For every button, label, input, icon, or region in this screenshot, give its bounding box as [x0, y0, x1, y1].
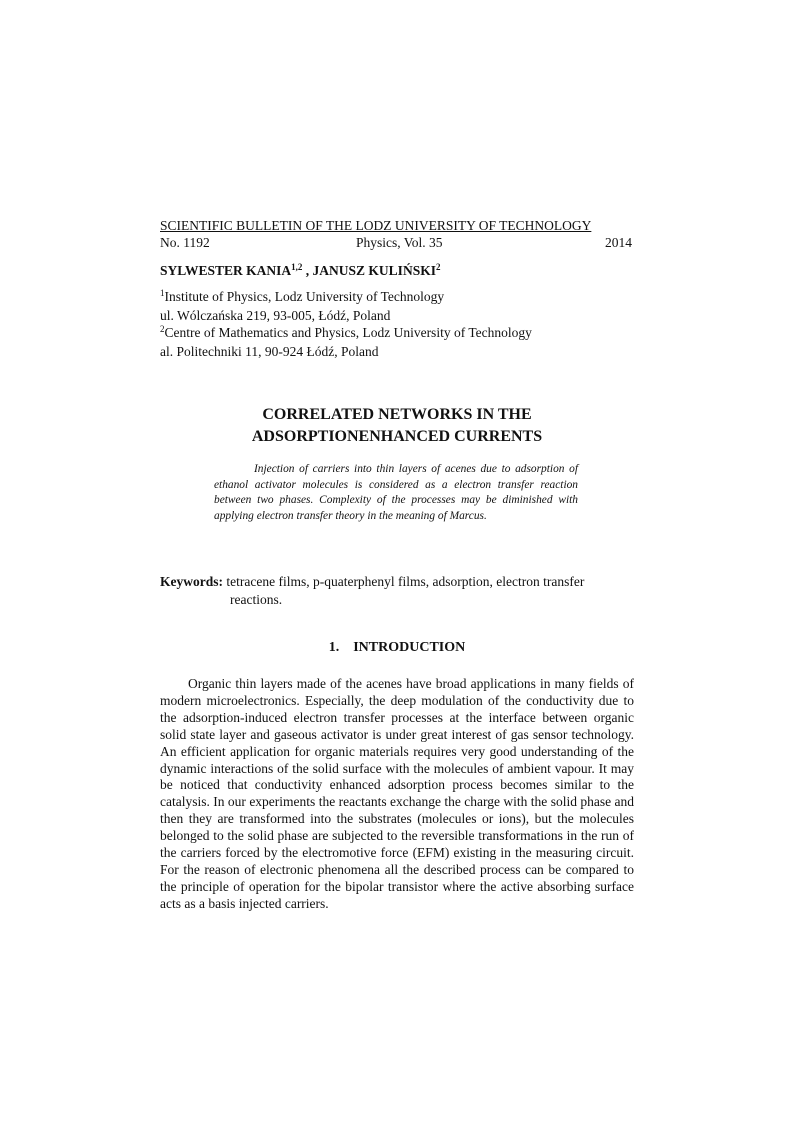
section-number: 1.: [328, 640, 340, 655]
issue-year: 2014: [605, 235, 632, 250]
affiliation-line: [160, 288, 444, 307]
introduction-body: [160, 676, 634, 913]
section-heading: [160, 640, 634, 656]
keywords-line: [160, 573, 632, 609]
abstract: [214, 462, 578, 524]
author-list: [160, 263, 440, 279]
issue-volume: Physics, Vol. 35: [356, 235, 443, 250]
author-separator: ,: [302, 263, 313, 278]
paper-title-line: ADSORPTIONENHANCED CURRENTS: [251, 428, 543, 445]
affiliation-institution: Centre of Mathematics and Physics, Lodz University of Technology: [164, 325, 532, 340]
affiliation: [160, 288, 444, 325]
author-affiliation-marker: 1,2: [291, 262, 303, 272]
keywords-text: tetracene films, p-quaterphenyl films, adsorption, electron transfer reactions.: [226, 574, 585, 607]
abstract-text: Injection of carriers into thin layers of acenes due to adsorption of ethanol activator molecules is considered as a electron transfer reaction between two phases. Complexity of the processes may be diminished with applying electron transfer theory in the meaning of Marcus.: [214, 463, 578, 522]
affiliation-line: [160, 324, 532, 343]
author-name: SYLWESTER KANIA: [160, 263, 292, 278]
affiliation: [160, 324, 532, 361]
affiliation-address: al. Politechniki 11, 90-924 Łódź, Poland: [160, 344, 379, 359]
paper-title: [160, 404, 634, 448]
keywords: [160, 573, 632, 609]
affiliation-address: ul. Wólczańska 219, 93-005, Łódź, Poland: [160, 308, 391, 323]
issue-number: No. 1192: [160, 235, 210, 250]
affiliation-marker: 2: [160, 324, 165, 334]
affiliation-marker: 1: [160, 288, 165, 298]
affiliation-institution: Institute of Physics, Lodz University of Technology: [164, 289, 445, 304]
paper-title-line: CORRELATED NETWORKS IN THE: [262, 406, 532, 423]
keywords-label: Keywords:: [160, 574, 223, 589]
author-affiliation-marker: 2: [435, 262, 441, 272]
issue-info: [160, 235, 632, 253]
introduction-paragraph: Organic thin layers made of the acenes have broad applications in many fields of modern microelectronics. Especially, the deep modulation of the conductivity due to the adsorption-induced electron transfer processes at the interface between organic solid state layer and gaseous activator is under great interest of gas sensor technology. An efficient application for organic materials requires very good understanding of the dynamic interactions of the solid surface with the molecules of ambient vapour. It may be noticed that conductivity enhanced adsorption process becomes similar to the catalysis. In our experiments the reactants exchange the charge with the solid phase and then they are transformed into the substrates (molecules or ions), but the molecules belonged to the solid phase are subjected to the reversible transformations in the run of the carriers forced by the electromotive force (EFM) existing in the measuring circuit. For the reason of electronic phenomena all the described process can be compared to the principle of operation for the bipolar transistor where the active absorbing surface acts as a basis injected carriers.: [160, 676, 634, 911]
author-name: JANUSZ KULIŃSKI: [312, 263, 436, 278]
journal-name: SCIENTIFIC BULLETIN OF THE LODZ UNIVERSITY OF TECHNOLOGY: [160, 218, 592, 233]
section-title: INTRODUCTION: [353, 640, 466, 655]
